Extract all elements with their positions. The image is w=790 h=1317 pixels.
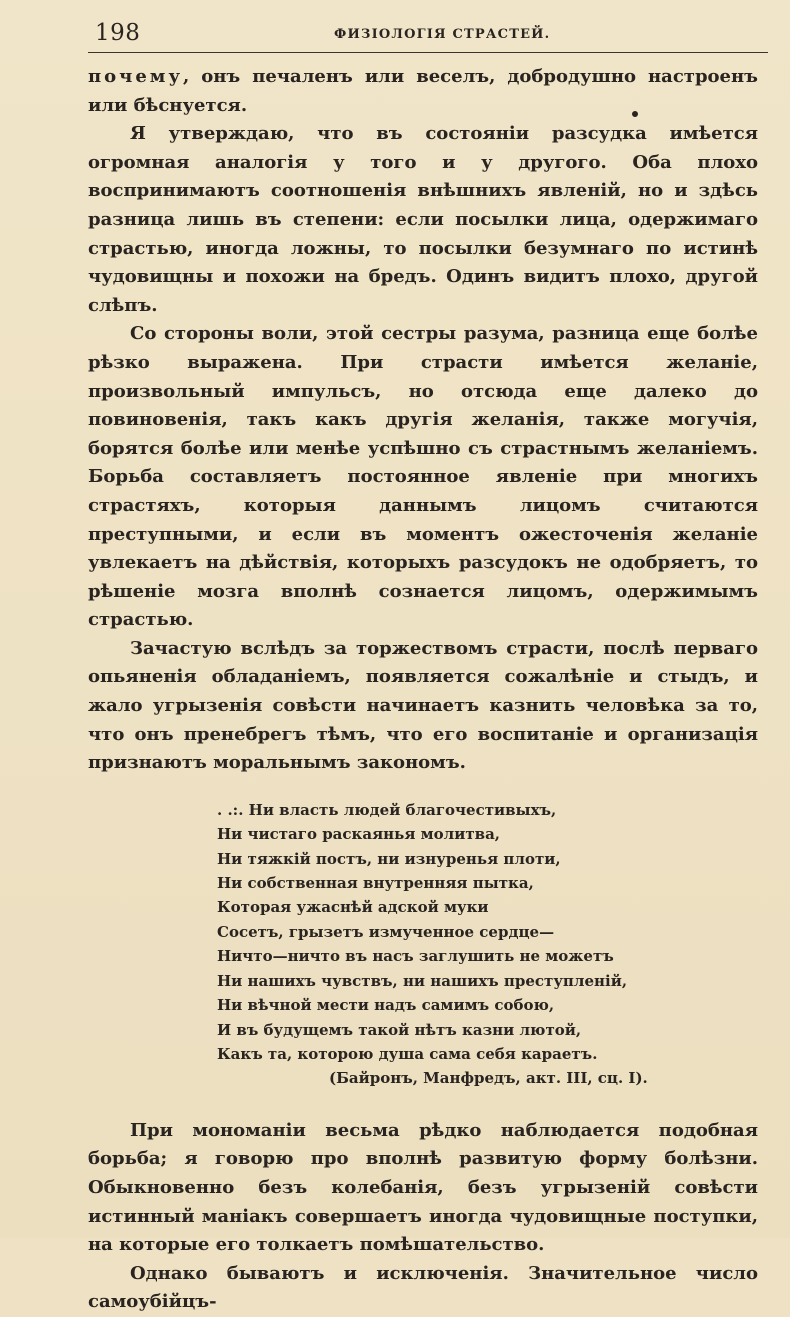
running-title: ФИЗIОЛОГIЯ СТРАСТЕЙ. bbox=[334, 27, 551, 42]
spaced-word: почему bbox=[88, 66, 183, 87]
verse-line: Ни нашихъ чувствъ, ни нашихъ преступленiй, bbox=[217, 971, 628, 990]
verse-line: . .:. Ни власть людей благочестивыхъ, bbox=[217, 800, 557, 819]
verse-line: Какъ та, которою душа сама себя караетъ. bbox=[217, 1044, 598, 1063]
page-number: 198 bbox=[95, 20, 141, 46]
verse-line: Сосетъ, грызетъ измученное сердце— bbox=[217, 922, 555, 941]
paragraph: Однако бываютъ и исключенiя. Значительное число самоубiйцъ- bbox=[88, 1262, 758, 1313]
paragraph: Со стороны воли, этой сестры разума, разница еще болѣе рѣзко выражена. При страсти имѣется желанiе, произвольный импульсъ, но отсюда еще далеко до повиновенiя, такъ какъ другiя желанiя, также могучiя, борятся болѣе или менѣе успѣшно съ страстнымъ желанiемъ. Борьба составляетъ постоянное явленiе при многихъ страстяхъ, которыя даннымъ лицомъ считаются преступными, и если въ моментъ ожесточенiя желанiе увлекаетъ на дѣйствiя, которыхъ разсудокъ не одобряетъ, то рѣшенiе мозга вполнѣ сознается лицомъ, одержимымъ страстью. bbox=[88, 323, 758, 631]
verse-line: Ни чистаго раскаянья молитва, bbox=[217, 825, 501, 844]
after-verse-text bbox=[88, 1117, 758, 1317]
paragraph: При мономанiи весьма рѣдко наблюдается подобная борьба; я говорю про вполнѣ развитую форму болѣзни. Обыкновенно безъ колебанiя, безъ угрызенiй совѣсти истинный манiакъ совершаетъ иногда чудовищные поступки, на которые его толкаетъ помѣшательство. bbox=[88, 1119, 758, 1256]
verse-line: Ничто—ничто въ насъ заглушить не можетъ bbox=[217, 947, 614, 966]
page-header bbox=[88, 18, 768, 53]
paragraph-continuation bbox=[88, 63, 758, 120]
verse-quote bbox=[217, 798, 758, 1091]
verse-source: (Байронъ, Манфредъ, акт. III, сц. I). bbox=[329, 1069, 648, 1088]
verse-line: Ни собственная внутренняя пытка, bbox=[217, 874, 534, 893]
paragraph: Зачастую вслѣдъ за торжествомъ страсти, послѣ перваго опьяненiя обладанiемъ, появляется сожалѣнiе и стыдъ, и жало угрызенiя совѣсти начинаетъ казнить человѣка за то, что онъ пренебрегъ тѣмъ, что его воспитанiе и организацiя признаютъ моральнымъ закономъ. bbox=[88, 637, 758, 774]
verse-line: Которая ужаснѣй адской муки bbox=[217, 898, 489, 917]
paragraph-text: , онъ печаленъ или веселъ, добродушно настроенъ или бѣснуется. bbox=[88, 66, 758, 116]
verse-line: Ни тяжкiй постъ, ни изнуренья плоти, bbox=[217, 849, 561, 868]
body-text bbox=[88, 63, 758, 1317]
verse-line: Ни вѣчной мести надъ самимъ собою, bbox=[217, 996, 555, 1015]
paragraph: Я утверждаю, что въ состоянiи разсудка имѣется огромная аналогiя у того и у другого. Оба плохо воспринимаютъ соотношенiя внѣшнихъ явленiй, но и здѣсь разница лишь въ степени: если посылки лица, одержимаго страстью, иногда ложны, то посылки безумнаго по истинѣ чудовищны и похожи на бредъ. Одинъ видитъ плохо, другой слѣпъ. bbox=[88, 123, 758, 316]
verse-line: И въ будущемъ такой нѣтъ казни лютой, bbox=[217, 1020, 582, 1039]
ink-dot-mark bbox=[632, 111, 638, 117]
